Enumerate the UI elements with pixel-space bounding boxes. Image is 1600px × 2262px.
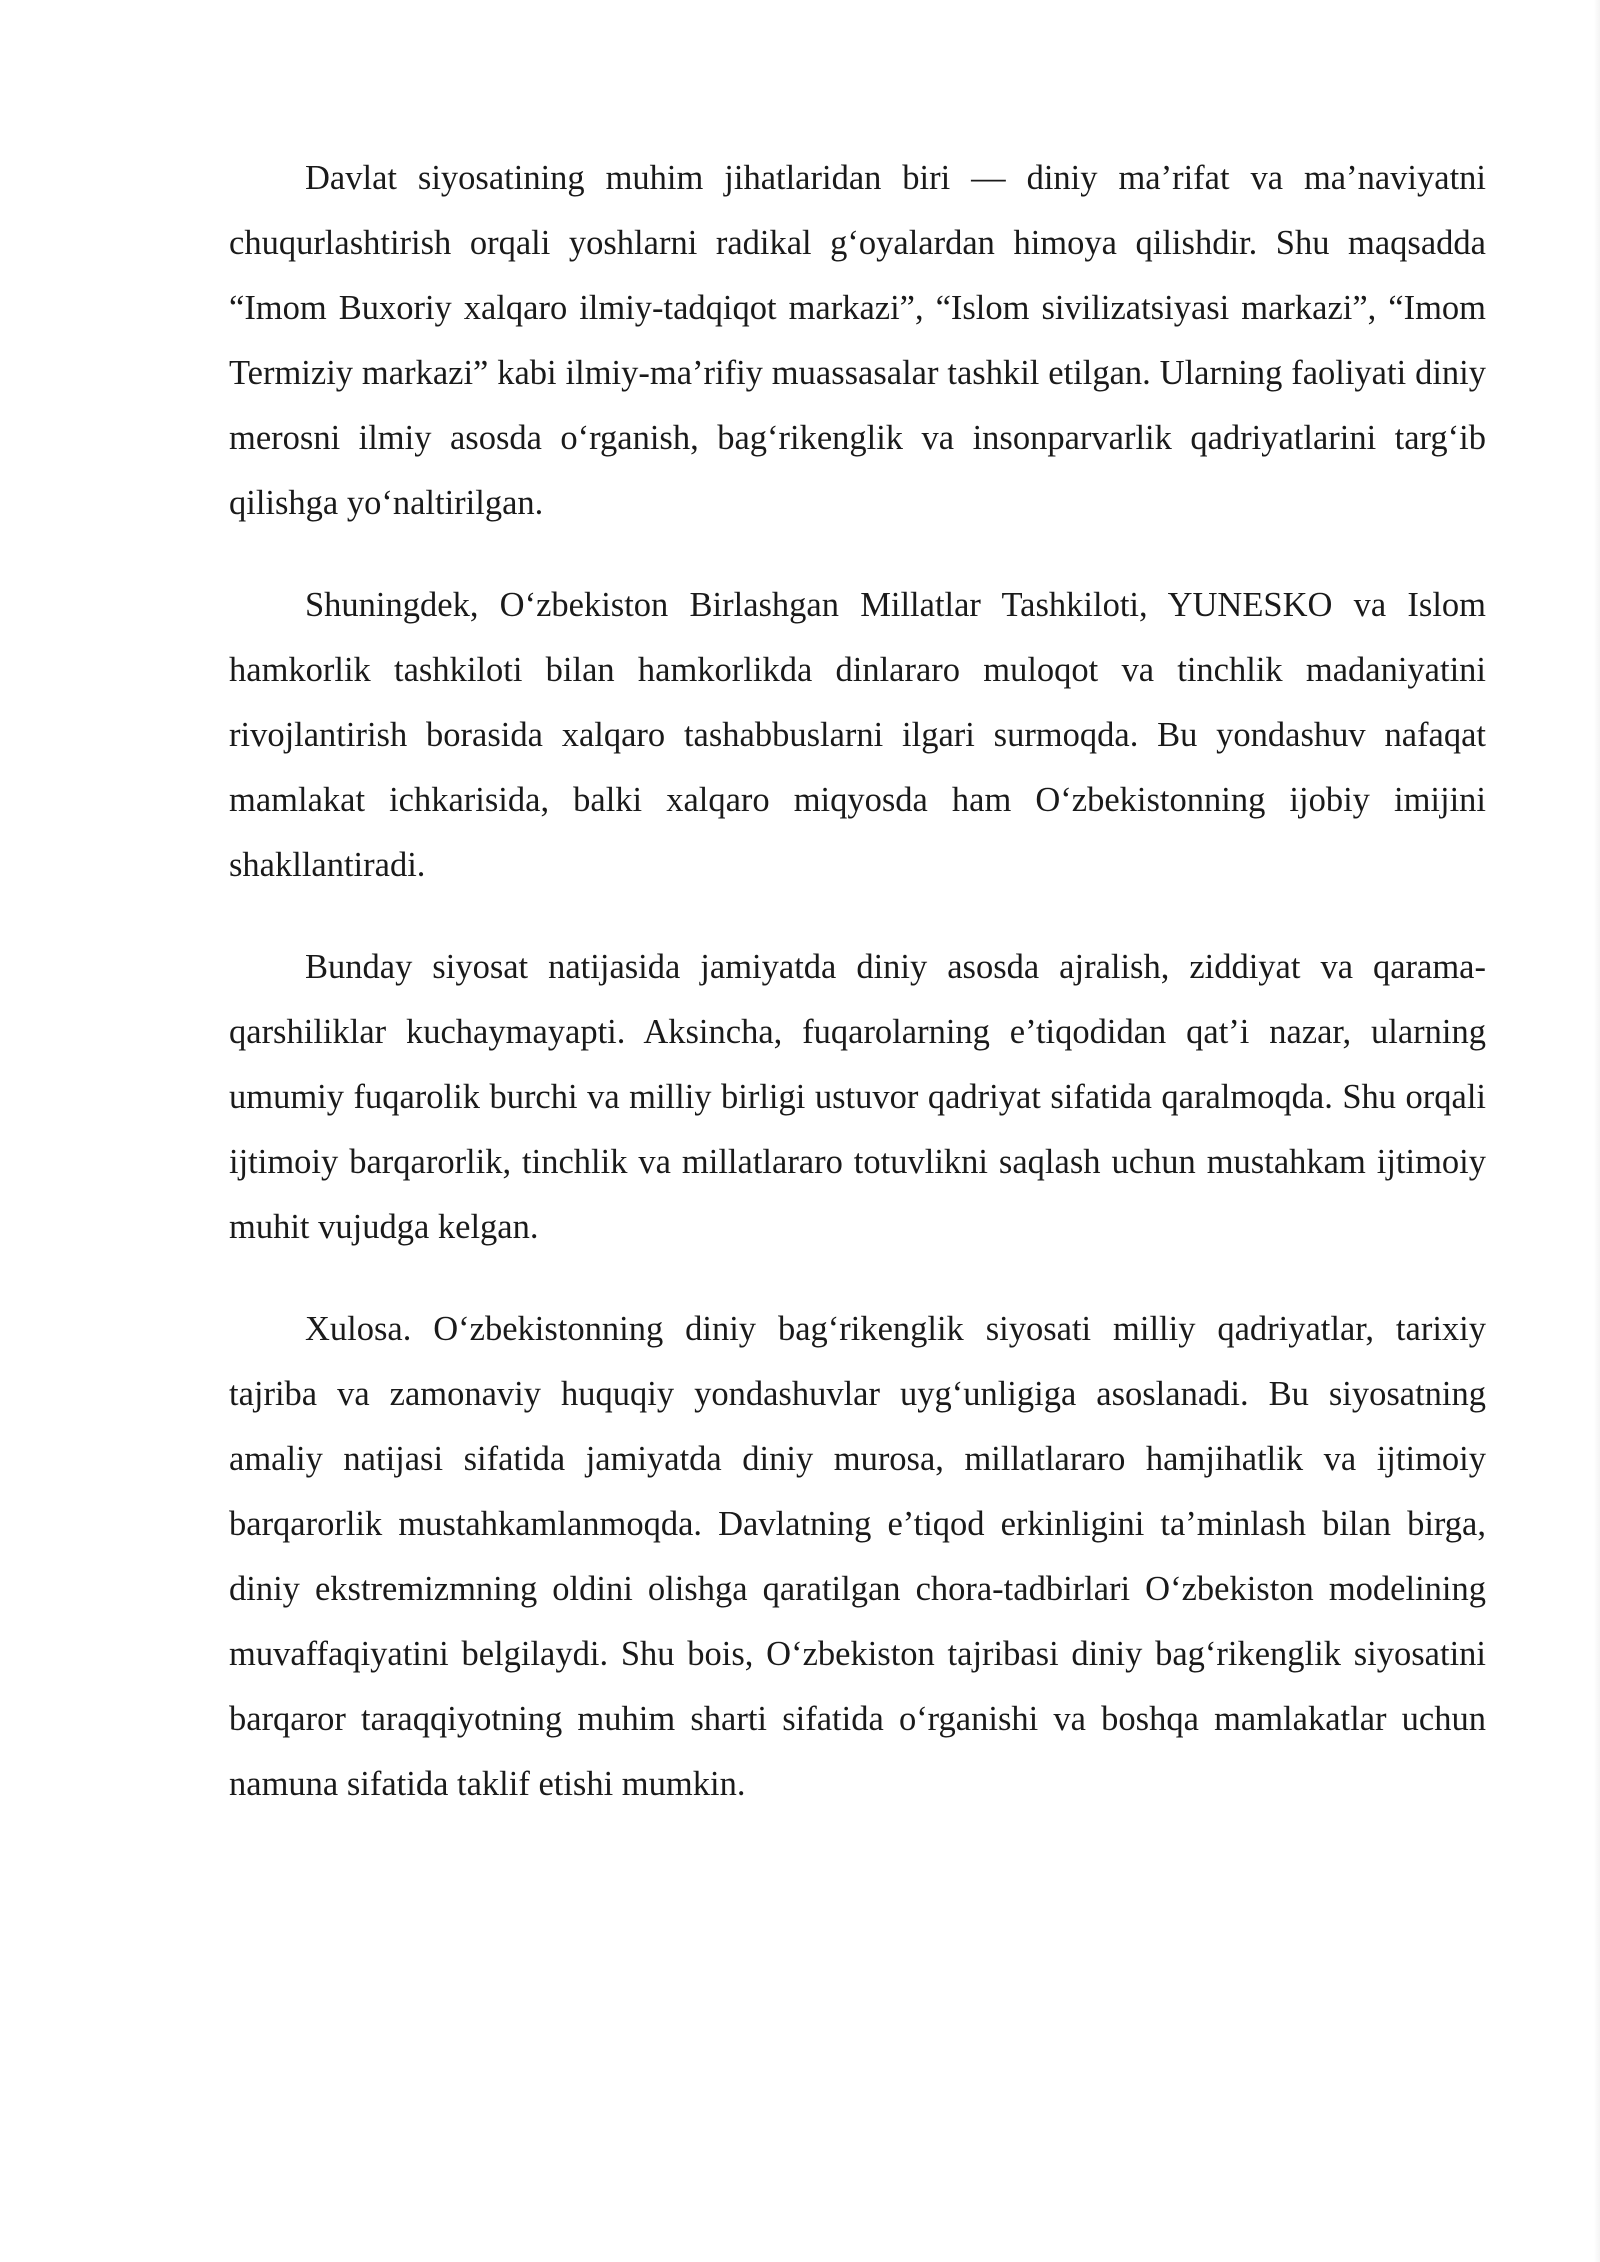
page-edge-shadow — [1594, 0, 1600, 2262]
paragraph-3: Bunday siyosat natijasida jamiyatda diniy asosda ajralish, ziddiyat va qarama-qarshiliklar kuchaymayapti. Aksincha, fuqarolarning e’tiqodidan qat’i nazar, ularning umumiy fuqarolik burchi va milliy birligi ustuvor qadriyat sifatida qaralmoqda. Shu orqali ijtimoiy barqarorlik, tinchlik va millatlararo totuvlikni saqlash uchun mustahkam ijtimoiy muhit vujudga kelgan. — [229, 948, 1486, 1246]
document-body — [229, 146, 1486, 1854]
paragraph-2: Shuningdek, O‘zbekiston Birlashgan Millatlar Tashkiloti, YUNESKO va Islom hamkorlik tashkiloti bilan hamkorlikda dinlararo muloqot va tinchlik madaniyatini rivojlantirish borasida xalqaro tashabbuslarni ilgari surmoqda. Bu yondashuv nafaqat mamlakat ichkarisida, balki xalqaro miqyosda ham O‘zbekistonning ijobiy imijini shakllantiradi. — [229, 586, 1486, 884]
paragraph-4-conclusion: Xulosa. O‘zbekistonning diniy bag‘rikenglik siyosati milliy qadriyatlar, tarixiy tajriba va zamonaviy huquqiy yondashuvlar uyg‘unligiga asoslanadi. Bu siyosatning amaliy natijasi sifatida jamiyatda diniy murosa, millatlararo hamjihatlik va ijtimoiy barqarorlik mustahkamlanmoqda. Davlatning e’tiqod erkinligini ta’minlash bilan birga, diniy ekstremizmning oldini olishga qaratilgan chora-tadbirlari O‘zbekiston modelining muvaffaqiyatini belgilaydi. Shu bois, O‘zbekiston tajribasi diniy bag‘rikenglik siyosatini barqaror taraqqiyotning muhim sharti sifatida o‘rganishi va boshqa mamlakatlar uchun namuna sifatida taklif etishi mumkin. — [229, 1310, 1486, 1803]
paragraph-1: Davlat siyosatining muhim jihatlaridan biri — diniy ma’rifat va ma’naviyatni chuqurlashtirish orqali yoshlarni radikal g‘oyalardan himoya qilishdir. Shu maqsadda “Imom Buxoriy xalqaro ilmiy-tadqiqot markazi”, “Islom sivilizatsiyasi markazi”, “Imom Termiziy markazi” kabi ilmiy-ma’rifiy muassasalar tashkil etilgan. Ularning faoliyati diniy merosni ilmiy asosda o‘rganish, bag‘rikenglik va insonparvarlik qadriyatlarini targ‘ib qilishga yo‘naltirilgan. — [229, 159, 1486, 522]
